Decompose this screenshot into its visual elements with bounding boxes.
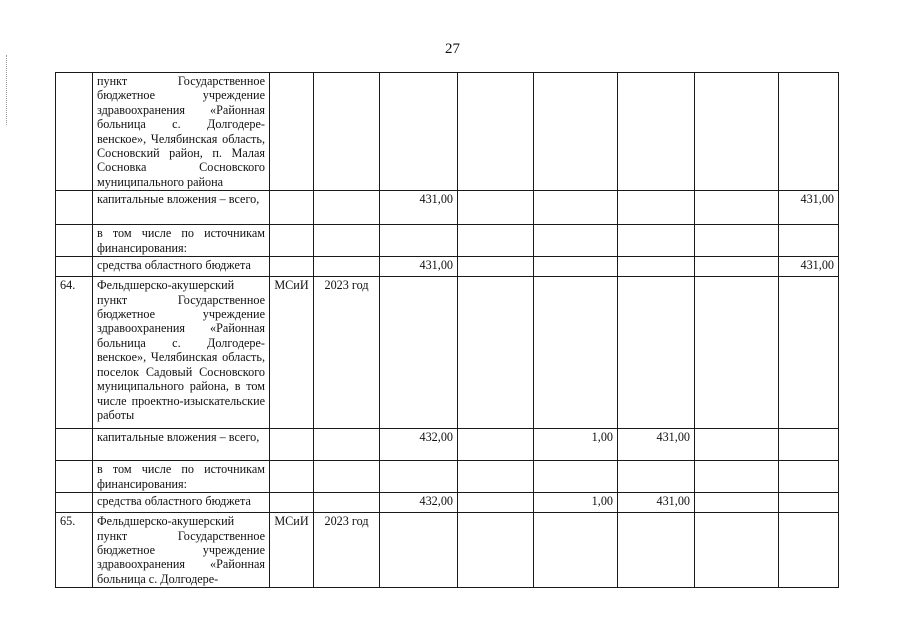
value-cell: 431,00: [380, 191, 458, 225]
responsible-cell: [270, 461, 314, 493]
value-cell: [380, 513, 458, 588]
value-cell: [779, 429, 839, 461]
value-cell: [380, 461, 458, 493]
value-cell: [695, 429, 779, 461]
value-cell: [458, 73, 534, 191]
value-cell: 431,00: [779, 257, 839, 277]
table-row: [56, 191, 839, 225]
value-cell: [695, 277, 779, 429]
value-cell: [534, 277, 618, 429]
value-cell: [458, 257, 534, 277]
responsible-cell: [270, 429, 314, 461]
row-number: 64.: [56, 277, 93, 429]
row-number: [56, 429, 93, 461]
row-number: [56, 493, 93, 513]
value-cell: [380, 277, 458, 429]
value-cell: 431,00: [618, 429, 695, 461]
value-cell: [458, 493, 534, 513]
value-cell: [534, 257, 618, 277]
row-number: [56, 225, 93, 257]
value-cell: [695, 191, 779, 225]
object-name: в том числе по источникам финансирования:: [93, 225, 270, 257]
responsible-cell: МСиИ: [270, 277, 314, 429]
period-cell: [314, 429, 380, 461]
period-cell: 2023 год: [314, 513, 380, 588]
value-cell: [779, 73, 839, 191]
period-cell: [314, 191, 380, 225]
value-cell: 431,00: [380, 257, 458, 277]
value-cell: [695, 225, 779, 257]
value-cell: 432,00: [380, 493, 458, 513]
period-cell: 2023 год: [314, 277, 380, 429]
value-cell: [380, 225, 458, 257]
period-cell: [314, 257, 380, 277]
value-cell: [534, 73, 618, 191]
value-cell: 432,00: [380, 429, 458, 461]
value-cell: 1,00: [534, 429, 618, 461]
value-cell: [380, 73, 458, 191]
responsible-cell: [270, 225, 314, 257]
responsible-cell: [270, 257, 314, 277]
value-cell: [618, 257, 695, 277]
value-cell: 431,00: [618, 493, 695, 513]
responsible-cell: [270, 493, 314, 513]
value-cell: [458, 191, 534, 225]
value-cell: [695, 461, 779, 493]
value-cell: [458, 225, 534, 257]
responsible-cell: [270, 191, 314, 225]
table-row: [56, 257, 839, 277]
object-name: пункт Государственное бюджетное учреждение здравоохранения «Районная больница с. Долгодере-венское», Челябинская область, Сосновский район, п. Малая Сосновка Сосновского муниципального района: [93, 73, 270, 191]
table-row: [56, 493, 839, 513]
value-cell: 1,00: [534, 493, 618, 513]
investment-table: [55, 72, 839, 588]
value-cell: [618, 461, 695, 493]
table-row: [56, 225, 839, 257]
object-name: средства областного бюджета: [93, 493, 270, 513]
object-name: Фельдшерско-акушерский пункт Государственное бюджетное учреждение здравоохранения «Районная больница с. Долгодере-венское», Челябинская область, поселок Садовый Сосновского муниципального района, в том числе проектно-изыскательские работы: [93, 277, 270, 429]
value-cell: [618, 191, 695, 225]
table-row: [56, 277, 839, 429]
value-cell: [779, 513, 839, 588]
value-cell: [534, 225, 618, 257]
value-cell: [695, 257, 779, 277]
object-name: капитальные вложения – всего,: [93, 429, 270, 461]
page-number: 27: [445, 41, 460, 57]
value-cell: [534, 191, 618, 225]
value-cell: [695, 513, 779, 588]
value-cell: [534, 461, 618, 493]
object-name: в том числе по источникам финансирования:: [93, 461, 270, 493]
value-cell: [458, 461, 534, 493]
period-cell: [314, 73, 380, 191]
object-name: капитальные вложения – всего,: [93, 191, 270, 225]
value-cell: [695, 73, 779, 191]
row-number: [56, 73, 93, 191]
period-cell: [314, 225, 380, 257]
period-cell: [314, 493, 380, 513]
value-cell: [618, 277, 695, 429]
table-row: [56, 429, 839, 461]
responsible-cell: МСиИ: [270, 513, 314, 588]
value-cell: [779, 493, 839, 513]
value-cell: [695, 493, 779, 513]
table-row: [56, 73, 839, 191]
value-cell: [458, 277, 534, 429]
row-number: 65.: [56, 513, 93, 588]
period-cell: [314, 461, 380, 493]
object-name: Фельдшерско-акушерский пункт Государственное бюджетное учреждение здравоохранения «Районная больница с. Долгодере-: [93, 513, 270, 588]
table-row: [56, 513, 839, 588]
table-row: [56, 461, 839, 493]
value-cell: [779, 461, 839, 493]
value-cell: [534, 513, 618, 588]
row-number: [56, 461, 93, 493]
value-cell: [618, 73, 695, 191]
value-cell: [779, 277, 839, 429]
value-cell: 431,00: [779, 191, 839, 225]
row-number: [56, 257, 93, 277]
value-cell: [779, 225, 839, 257]
value-cell: [618, 513, 695, 588]
object-name: средства областного бюджета: [93, 257, 270, 277]
value-cell: [618, 225, 695, 257]
scan-edge-marks: [6, 55, 9, 125]
responsible-cell: [270, 73, 314, 191]
value-cell: [458, 513, 534, 588]
value-cell: [458, 429, 534, 461]
row-number: [56, 191, 93, 225]
